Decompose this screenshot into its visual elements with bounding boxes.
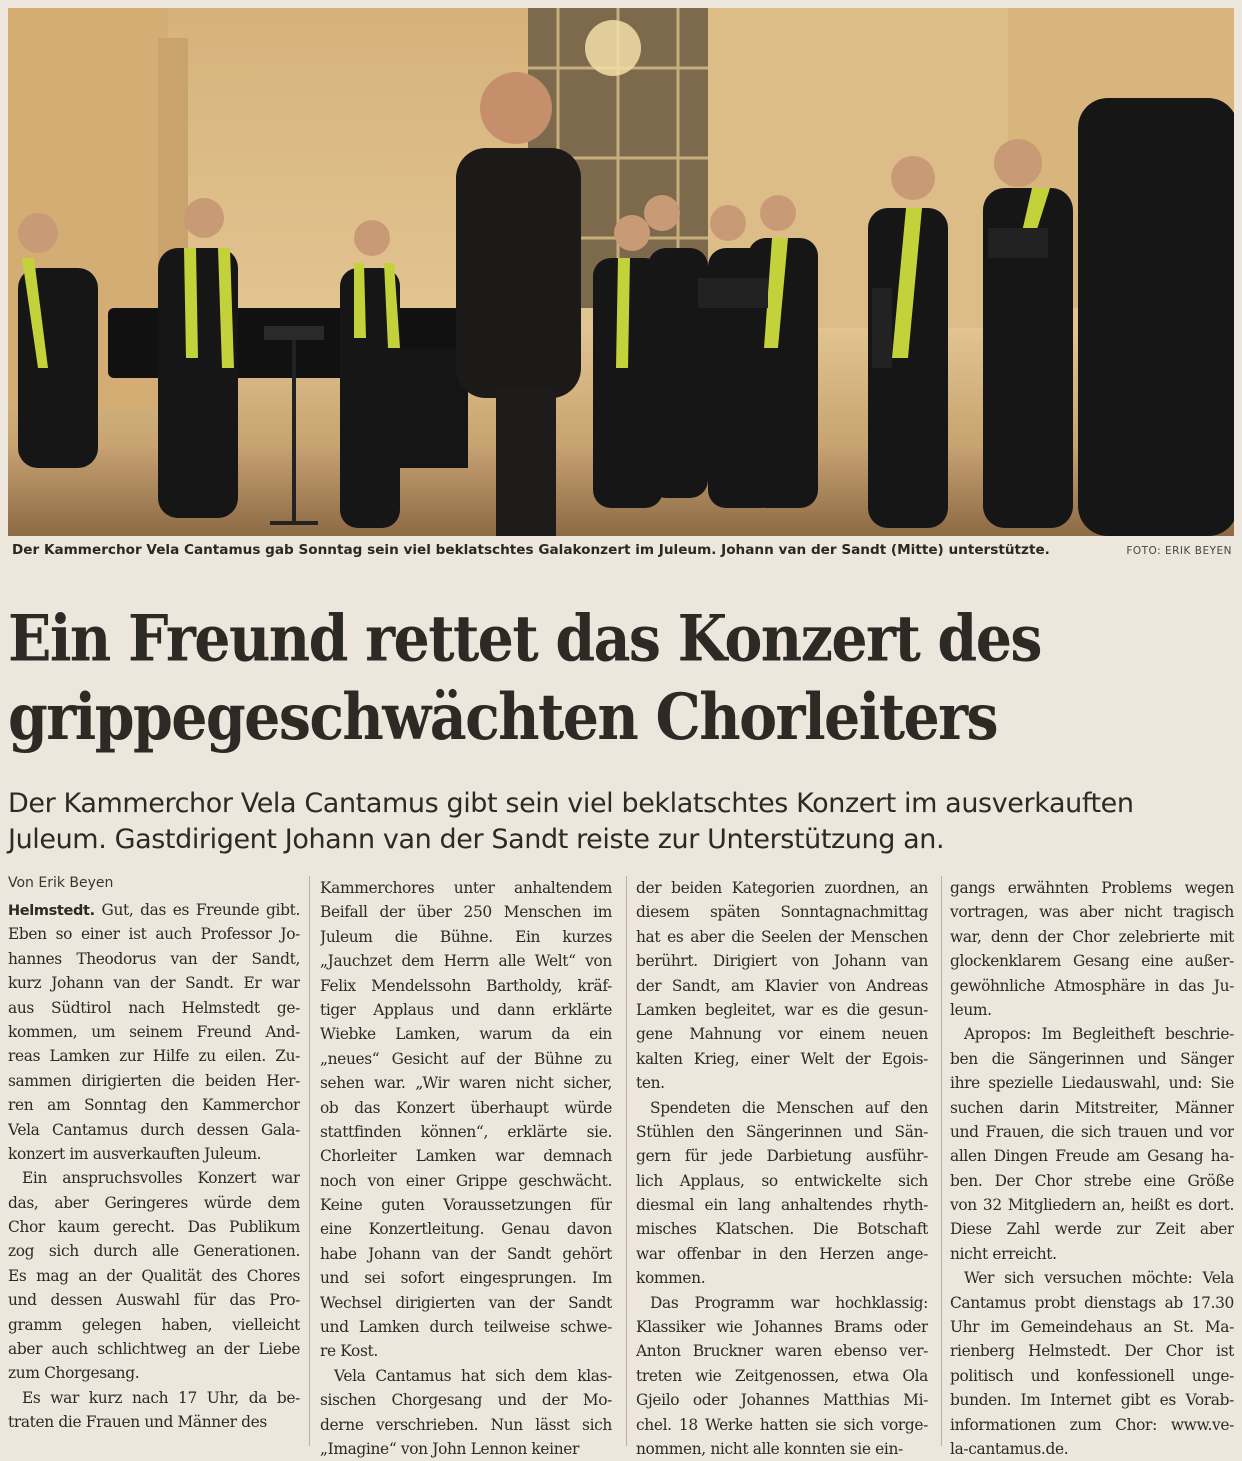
text-line: sammen dirigierten die beiden Her- bbox=[8, 1071, 300, 1090]
text-line: reas Lamken zur Hilfe zu eilen. Zu- bbox=[8, 1047, 300, 1066]
text-line: Vela Cantamus durch dessen Gala- bbox=[8, 1120, 300, 1139]
text-line: chel. 18 Werke hatten sie sich vorge- bbox=[636, 1415, 928, 1434]
text-line: derne verschrieben. Nun lässt sich bbox=[320, 1415, 612, 1434]
column-divider bbox=[941, 876, 942, 1446]
text-line: der beiden Kategorien zuordnen, an bbox=[636, 879, 928, 897]
text-line: „neues“ Gesicht auf der Bühne zu bbox=[320, 1049, 612, 1068]
text-line: treten wie Zeitgenossen, etwa Ola bbox=[636, 1366, 928, 1385]
text-column-1 bbox=[8, 898, 300, 1435]
column-divider bbox=[309, 876, 310, 1446]
text-line: misches Klatschen. Die Botschaft bbox=[636, 1220, 928, 1239]
text-line: glockenklarem Gesang eine außer- bbox=[950, 952, 1234, 971]
text-line: hannes Theodorus van der Sandt, bbox=[8, 949, 300, 968]
text-line: Felix Mendelssohn Bartholdy, kräf- bbox=[320, 976, 612, 995]
choir-photo-icon bbox=[8, 8, 1234, 536]
text-line: sehen war. „Wir waren nicht sicher, bbox=[320, 1074, 612, 1093]
text-line: das, aber Geringeres würde dem bbox=[8, 1193, 300, 1212]
text-line: berührt. Dirigiert von Johann van bbox=[636, 952, 928, 971]
text-line: und Lamken durch teilweise schwe- bbox=[320, 1318, 612, 1337]
text-line: Vela Cantamus hat sich dem klas- bbox=[334, 1366, 612, 1385]
text-line: vortragen, was aber nicht tragisch bbox=[950, 903, 1234, 922]
photo-credit: FOTO: ERIK BEYEN bbox=[1126, 545, 1232, 557]
text-line: Uhr im Gemeindehaus an St. Ma- bbox=[950, 1318, 1234, 1337]
byline: Von Erik Beyen bbox=[8, 875, 114, 891]
text-line: aber auch schlichtweg an der Liebe bbox=[8, 1340, 300, 1359]
text-line: leum. bbox=[950, 1000, 992, 1019]
text-line: Stühlen den Sängerinnen und Sän- bbox=[636, 1122, 928, 1141]
text-line: zum Chorgesang. bbox=[8, 1364, 140, 1383]
text-line: Apropos: Im Begleitheft beschrie- bbox=[964, 1025, 1234, 1044]
text-line: kalten Krieg, einer Welt der Egois- bbox=[636, 1049, 928, 1068]
text-line: Es mag an der Qualität des Chores bbox=[8, 1266, 300, 1285]
text-line: gene Mahnung vor einem neuen bbox=[636, 1025, 928, 1044]
text-line: politisch und konfessionell unge- bbox=[950, 1366, 1234, 1385]
text-line: Chorleiter Lamken war demnach bbox=[320, 1147, 612, 1166]
text-line: allen Dingen Freude am Gesang ha- bbox=[950, 1147, 1234, 1166]
text-line: kurz Johann van der Sandt. Er war bbox=[8, 974, 300, 993]
text-line: Wer sich versuchen möchte: Vela bbox=[964, 1269, 1234, 1288]
subhead-line-1: Der Kammerchor Vela Cantamus gibt sein viel beklatschtes Konzert im ausverkauften bbox=[8, 788, 1134, 819]
text-line: stattfinden können“, erklärte sie. bbox=[320, 1122, 612, 1141]
text-line: konzert im ausverkauften Juleum. bbox=[8, 1144, 262, 1163]
text-column-3 bbox=[636, 876, 928, 1461]
text-line: Das Programm war hochklassig: bbox=[650, 1293, 928, 1312]
text-line: aus Südtirol nach Helmstedt ge- bbox=[8, 998, 300, 1017]
column-divider bbox=[626, 876, 627, 1446]
text-line: suchen darin Mitstreiter, Männer bbox=[950, 1098, 1234, 1117]
article-headline bbox=[8, 600, 1234, 757]
subhead-line-2: Juleum. Gastdirigent Johann van der Sandt reiste zur Unterstützung an. bbox=[8, 824, 945, 855]
text-line: und Frauen, die sich trauen und vor bbox=[950, 1122, 1234, 1141]
text-line: gewöhnliche Atmosphäre in das Ju- bbox=[950, 976, 1234, 995]
article-subhead bbox=[8, 786, 1234, 858]
text-line: nicht erreicht. bbox=[950, 1244, 1057, 1263]
text-line: „Imagine“ von John Lennon keiner bbox=[320, 1439, 580, 1458]
text-line: war, denn der Chor zelebrierte mit bbox=[950, 927, 1234, 946]
text-line: Wiebke Lamken, warum da ein bbox=[320, 1025, 612, 1044]
text-line: rienberg Helmstedt. Der Chor ist bbox=[950, 1342, 1234, 1361]
text-line: Es war kurz nach 17 Uhr, da be- bbox=[22, 1388, 300, 1407]
text-line: la-cantamus.de. bbox=[950, 1439, 1069, 1458]
text-line: gern für jede Darbietung ausführ- bbox=[636, 1147, 928, 1166]
text-line: Spendeten die Menschen auf den bbox=[650, 1098, 928, 1117]
text-line: ren am Sonntag den Kammerchor bbox=[8, 1096, 300, 1115]
text-line: Cantamus probt dienstags ab 17.30 bbox=[950, 1293, 1234, 1312]
text-line: kommen, um seinem Freund And- bbox=[8, 1022, 300, 1041]
text-line: Chor kaum gerecht. Das Publikum bbox=[8, 1218, 300, 1237]
text-line: lich Applaus, so entwickelte sich bbox=[636, 1171, 928, 1190]
text-line: nommen, nicht alle konnten sie ein- bbox=[636, 1439, 903, 1458]
text-line: re Kost. bbox=[320, 1342, 378, 1361]
photo-caption bbox=[12, 540, 1234, 564]
text-line: Lamken begleitet, war es die gesun- bbox=[636, 1000, 928, 1019]
text-line: Kammerchores unter anhaltendem bbox=[320, 879, 612, 897]
choir-photo bbox=[8, 8, 1234, 536]
headline-line-1: Ein Freund rettet das Konzert des bbox=[8, 601, 1041, 677]
text-line: war offenbar in den Herzen ange- bbox=[636, 1244, 928, 1263]
text-line: ten. bbox=[636, 1074, 665, 1093]
text-line: Keine guten Voraussetzungen für bbox=[320, 1196, 612, 1215]
headline-line-2: grippegeschwächten Chorleiters bbox=[8, 679, 998, 755]
text-line: Juleum die Bühne. Ein kurzes bbox=[320, 927, 612, 946]
text-line: von 32 Mitgliedern an, heißt es dort. bbox=[950, 1196, 1234, 1215]
text-line: Diese Zahl werde zur Zeit aber bbox=[950, 1220, 1234, 1239]
text-line: bunden. Im Internet gibt es Vorab- bbox=[950, 1391, 1234, 1410]
text-line: sischen Chorgesang und der Mo- bbox=[320, 1391, 612, 1410]
text-line: Beifall der über 250 Menschen im bbox=[320, 903, 612, 922]
text-line: der Sandt, am Klavier von Andreas bbox=[636, 976, 928, 995]
text-line: Gjeilo oder Johannes Matthias Mi- bbox=[636, 1391, 928, 1410]
text-line: Anton Bruckner waren ebenso ver- bbox=[636, 1342, 928, 1361]
text-line: gramm gelegen haben, vielleicht bbox=[8, 1315, 300, 1334]
text-line: noch von einer Grippe geschwächt. bbox=[320, 1171, 612, 1190]
text-line bbox=[8, 898, 300, 922]
text-line: gangs erwähnten Problems wegen bbox=[950, 879, 1234, 897]
text-line: Wechsel dirigierten van der Sandt bbox=[320, 1293, 612, 1312]
text-line: diesmal ein lang anhaltendes rhyth- bbox=[636, 1196, 928, 1215]
text-line: ob das Konzert überhaupt würde bbox=[320, 1098, 612, 1117]
text-column-2 bbox=[320, 876, 612, 1461]
text-line: ben. Der Chor strebe eine Größe bbox=[950, 1171, 1234, 1190]
text-line: Ein anspruchsvolles Konzert war bbox=[22, 1169, 300, 1188]
text-line: kommen. bbox=[636, 1269, 706, 1288]
text-line: zog sich durch alle Generationen. bbox=[8, 1242, 300, 1261]
text-line: und dessen Auswahl für das Pro- bbox=[8, 1291, 300, 1310]
text-line: ben die Sängerinnen und Sänger bbox=[950, 1049, 1234, 1068]
text-line: Klassiker wie Johannes Brams oder bbox=[636, 1318, 928, 1337]
text-line: und sei sofort eingesprungen. Im bbox=[320, 1269, 612, 1288]
text-line: diesem späten Sonntagnachmittag bbox=[636, 903, 928, 922]
caption-text: Der Kammerchor Vela Cantamus gab Sonntag sein viel beklatschtes Galakonzert im Juleum. Johann van der Sandt (Mitte) unterstützte. bbox=[12, 542, 1050, 558]
text-line: hat es aber die Seelen der Menschen bbox=[636, 927, 928, 946]
text-line: eine Konzertleitung. Genau davon bbox=[320, 1220, 612, 1239]
dateline-place: Helmstedt. bbox=[8, 903, 95, 919]
text-line: traten die Frauen und Männer des bbox=[8, 1413, 267, 1432]
text-line: informationen zum Chor: www.ve- bbox=[950, 1415, 1234, 1434]
text-line: tiger Applaus und dann erklärte bbox=[320, 1000, 612, 1019]
text-column-4 bbox=[950, 876, 1234, 1461]
text-span: Gut, das es Freunde gibt. bbox=[94, 901, 300, 919]
text-line: ihre spezielle Liedauswahl, und: Sie bbox=[950, 1074, 1234, 1093]
text-line: „Jauchzet dem Herrn alle Welt“ von bbox=[320, 952, 612, 971]
text-line: habe Johann van der Sandt gehört bbox=[320, 1244, 612, 1263]
text-line: Eben so einer ist auch Professor Jo- bbox=[8, 925, 300, 944]
